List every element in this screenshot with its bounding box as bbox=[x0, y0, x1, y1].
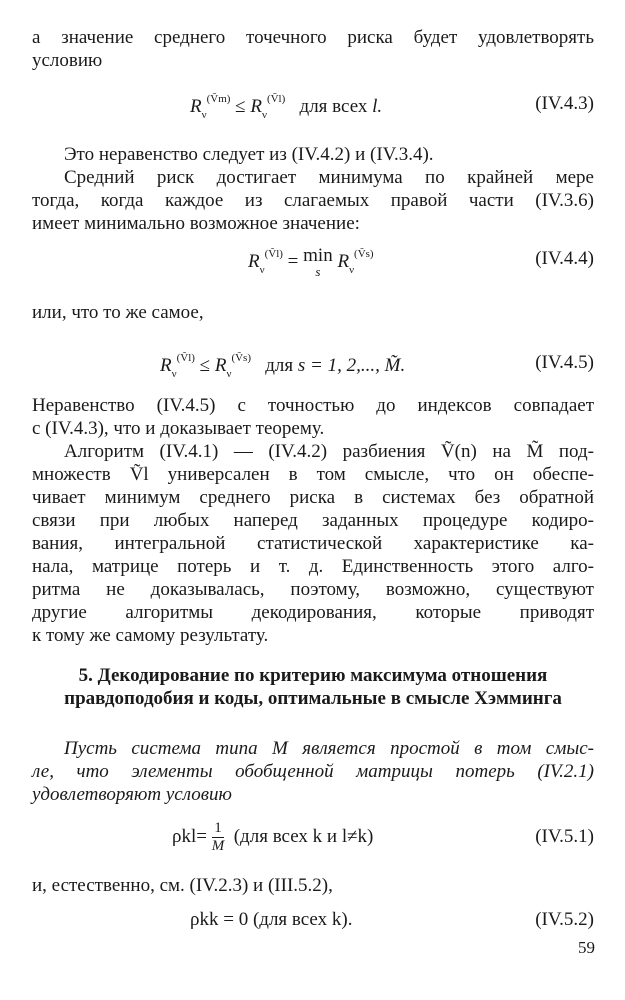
text-line: чивает минимум среднего риска в системах без обратной bbox=[32, 487, 594, 508]
equation-number: (IV.4.5) bbox=[535, 352, 594, 373]
text-line: а значение среднего точечного риска будет удовлетворять bbox=[32, 27, 594, 48]
text-line: другие алгоритмы декодирования, которые приводят bbox=[32, 602, 594, 623]
text-line: множеств Ṽl универсален в том смысле, что он обеспе- bbox=[32, 464, 594, 485]
text-line: Средний риск достигает минимума по крайней мере bbox=[64, 167, 594, 188]
page-number: 59 bbox=[578, 938, 595, 957]
text-line: ле, что элементы обобщенной матрицы потерь (IV.2.1) bbox=[32, 761, 594, 782]
text-line: удовлетворяют условию bbox=[32, 784, 232, 805]
text-line: и, естественно, см. (IV.2.3) и (III.5.2), bbox=[32, 875, 333, 896]
section-heading: 5. Декодирование по критерию максимума отношения bbox=[78, 665, 548, 686]
equation-number: (IV.4.3) bbox=[535, 93, 594, 114]
equation-iv-4-5: $R_\nu^{(Ṽl)} \le R_\nu^{(Ṽs)}$ для s = 1, 2,..., M̃. bbox=[160, 352, 406, 380]
text-line: условию bbox=[32, 50, 103, 71]
equation-iv-4-4: $R_\nu^{(Ṽl)} = \min$ s $R_\nu^{(Ṽs)}$ bbox=[248, 245, 374, 279]
text-line: Пусть система типа М является простой в том смыс- bbox=[64, 738, 594, 759]
text-line: Это неравенство следует из (IV.4.2) и (IV.3.4). bbox=[64, 144, 434, 165]
text-line: с (IV.4.3), что и доказывает теорему. bbox=[32, 418, 325, 439]
text-line: связи при любых наперед заданных процедуре кодиро- bbox=[32, 510, 594, 531]
text-line: или, что то же самое, bbox=[32, 302, 204, 323]
equation-iv-4-3: $R_\nu^{(Ṽm)} \le R_\nu^{(Ṽl)}$ для всех l. bbox=[190, 93, 383, 121]
equation-iv-5-1: ρkl= $\frac{1}{M}$ (для всех k и l≠k) bbox=[172, 820, 374, 854]
text-line: Неравенство (IV.4.5) с точностью до индексов совпадает bbox=[32, 395, 594, 416]
equation-iv-5-2: ρkk = 0 (для всех k). bbox=[190, 909, 353, 930]
text-line: к тому же самому результату. bbox=[32, 625, 269, 646]
equation-number: (IV.4.4) bbox=[535, 248, 594, 269]
text-line: нала, матрице потерь и т. д. Единственность этого алго- bbox=[32, 556, 594, 577]
equation-number: (IV.5.2) bbox=[535, 909, 594, 930]
text-line: вания, интегральной статистической характеристике ка- bbox=[32, 533, 594, 554]
text-line: имеет минимально возможное значение: bbox=[32, 213, 360, 234]
equation-number: (IV.5.1) bbox=[535, 826, 594, 847]
section-heading: правдоподобия и коды, оптимальные в смысле Хэмминга bbox=[64, 688, 562, 709]
text-line: ритма не доказывалась, поэтому, возможно, существуют bbox=[32, 579, 594, 600]
text-line: Алгоритм (IV.4.1) — (IV.4.2) разбиения Ṽ(n) на M̃ под- bbox=[64, 441, 594, 462]
text-line: тогда, когда каждое из слагаемых правой части (IV.3.6) bbox=[32, 190, 594, 211]
